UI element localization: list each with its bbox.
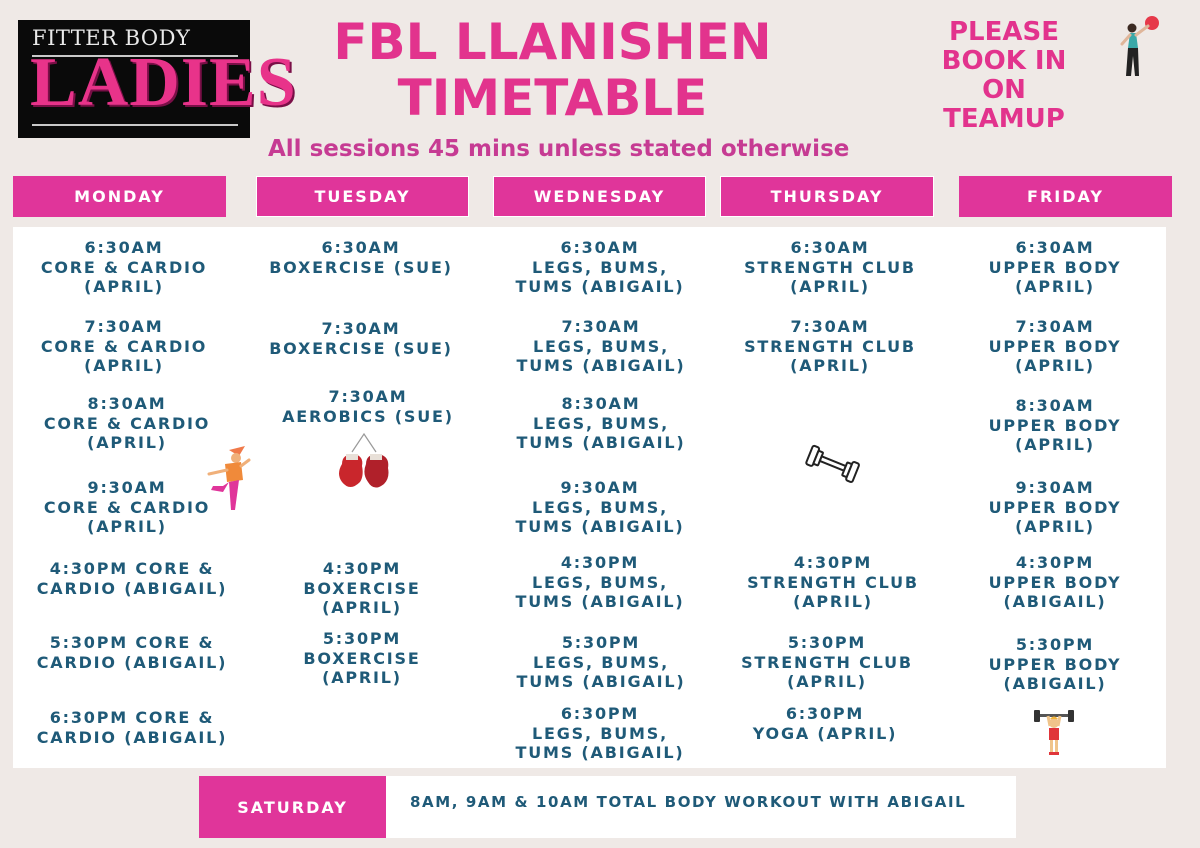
session-friday-1: 6:30AM UPPER BODY (APRIL): [988, 238, 1122, 296]
session-friday-6: 5:30PM UPPER BODY (ABIGAIL): [988, 635, 1122, 693]
session-monday-4: 9:30AM CORE & CARDIO (APRIL): [43, 478, 211, 536]
dumbbell-icon: [800, 440, 866, 486]
session-monday-2: 7:30AM CORE & CARDIO (APRIL): [40, 317, 208, 375]
session-tuesday-3: 7:30AM AEROBICS (SUE): [282, 387, 454, 426]
session-monday-3: 8:30AM CORE & CARDIO (APRIL): [43, 394, 211, 452]
page-subtitle: All sessions 45 mins unless stated otherwise: [268, 136, 850, 162]
session-monday-5: 4:30PM CORE & CARDIO (ABIGAIL): [36, 559, 228, 598]
day-header-wednesday: WEDNESDAY: [493, 176, 706, 217]
logo-main-text: LADIES: [30, 44, 297, 121]
session-wednesday-2: 7:30AM LEGS, BUMS, TUMS (ABIGAIL): [516, 317, 686, 375]
session-tuesday-5: 5:30PM BOXERCISE (APRIL): [303, 629, 421, 687]
day-header-monday: MONDAY: [13, 176, 226, 217]
session-tuesday-2: 7:30AM BOXERCISE (SUE): [269, 319, 453, 358]
logo-top-text: FITTER BODY: [32, 26, 191, 50]
session-wednesday-7: 6:30PM LEGS, BUMS, TUMS (ABIGAIL): [515, 704, 685, 762]
session-wednesday-4: 9:30AM LEGS, BUMS, TUMS (ABIGAIL): [515, 478, 685, 536]
page-title: FBL LLANISHEN TIMETABLE: [333, 13, 772, 127]
session-tuesday-4: 4:30PM BOXERCISE (APRIL): [303, 559, 421, 617]
logo-divider-bottom: [32, 124, 238, 126]
session-wednesday-6: 5:30PM LEGS, BUMS, TUMS (ABIGAIL): [516, 633, 686, 691]
brand-logo: [18, 20, 297, 138]
fitness-woman-icon: [1112, 14, 1164, 82]
day-header-saturday: SATURDAY: [199, 776, 386, 838]
session-thursday-2: 7:30AM STRENGTH CLUB (APRIL): [744, 317, 916, 375]
session-thursday-5: 6:30PM YOGA (APRIL): [752, 704, 898, 743]
session-monday-1: 6:30AM CORE & CARDIO (APRIL): [40, 238, 208, 296]
weightlifter-icon: [1032, 706, 1076, 758]
booking-note: PLEASE BOOK IN ON TEAMUP: [941, 17, 1067, 134]
day-header-friday: FRIDAY: [959, 176, 1172, 217]
session-wednesday-1: 6:30AM LEGS, BUMS, TUMS (ABIGAIL): [515, 238, 685, 296]
session-friday-2: 7:30AM UPPER BODY (APRIL): [988, 317, 1122, 375]
session-friday-3: 8:30AM UPPER BODY (APRIL): [988, 396, 1122, 454]
dancer-icon: [203, 444, 255, 514]
day-header-thursday: THURSDAY: [720, 176, 934, 217]
session-monday-7: 6:30PM CORE & CARDIO (ABIGAIL): [36, 708, 228, 747]
session-wednesday-5: 4:30PM LEGS, BUMS, TUMS (ABIGAIL): [515, 553, 685, 611]
session-wednesday-3: 8:30AM LEGS, BUMS, TUMS (ABIGAIL): [516, 394, 686, 452]
session-friday-5: 4:30PM UPPER BODY (ABIGAIL): [988, 553, 1122, 611]
session-thursday-3: 4:30PM STRENGTH CLUB (APRIL): [747, 553, 919, 611]
session-friday-4: 9:30AM UPPER BODY (APRIL): [988, 478, 1122, 536]
session-thursday-1: 6:30AM STRENGTH CLUB (APRIL): [744, 238, 916, 296]
session-thursday-4: 5:30PM STRENGTH CLUB (APRIL): [741, 633, 913, 691]
session-monday-6: 5:30PM CORE & CARDIO (ABIGAIL): [36, 633, 228, 672]
saturday-session: 8AM, 9AM & 10AM TOTAL BODY WORKOUT WITH ABIGAIL: [386, 776, 1016, 838]
boxing-gloves-icon: [334, 432, 394, 496]
session-tuesday-1: 6:30AM BOXERCISE (SUE): [269, 238, 453, 277]
day-header-tuesday: TUESDAY: [256, 176, 469, 217]
